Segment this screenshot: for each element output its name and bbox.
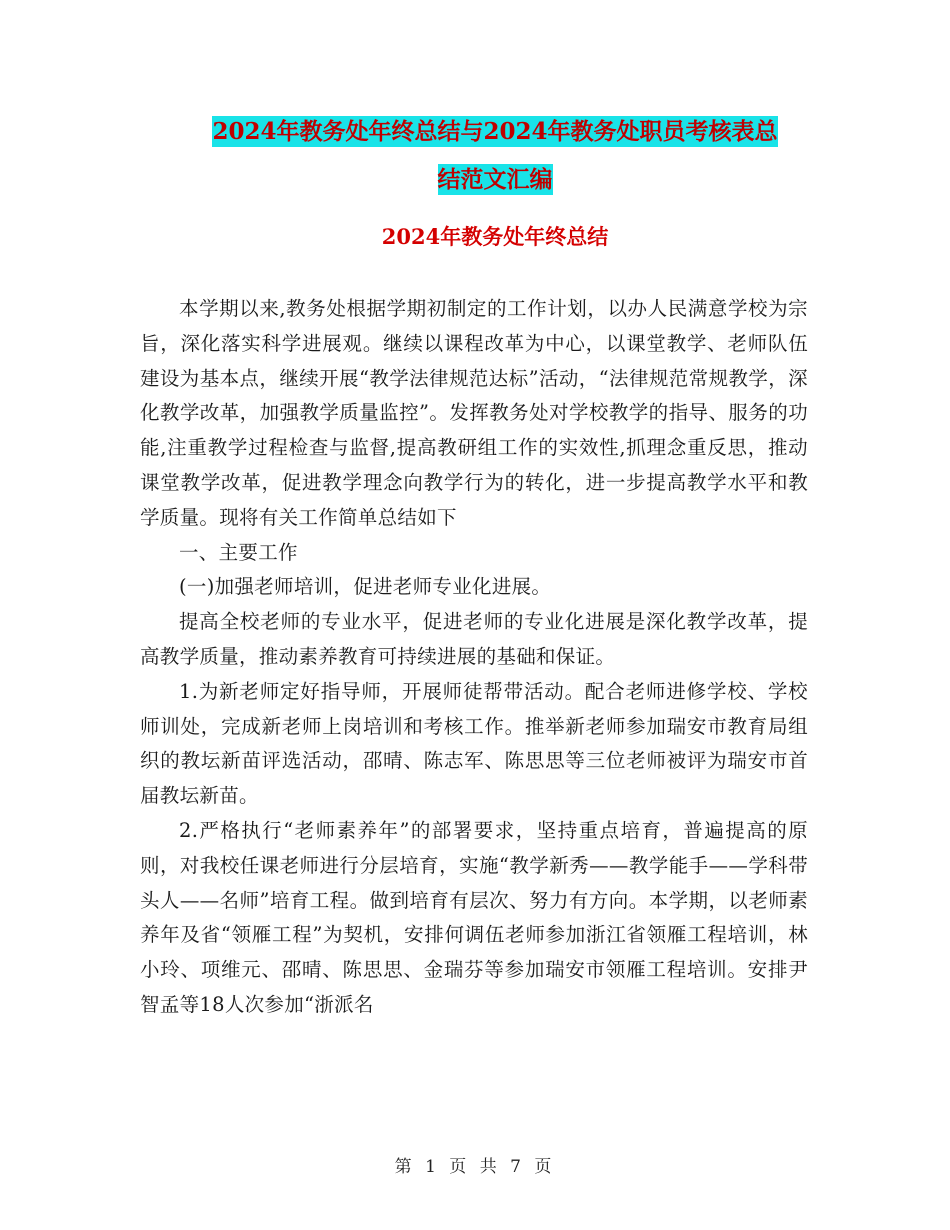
page-footer: 第 1 页 共 7 页 (394, 1157, 556, 1177)
title-line-1: 2024年教务处年终总结与2024年教务处职员考核表总 (212, 118, 778, 145)
subheading-teacher-training: (一)加强老师培训，促进老师专业化进展。 (179, 575, 552, 599)
title-line-2: 结范文汇编 (437, 166, 553, 193)
heading-main-work: 一、主要工作 (179, 540, 298, 564)
section-title: 2024年教务处年终总结 (381, 224, 609, 249)
paragraph-item-2: 2.严格执行“老师素养年”的部署要求，坚持重点培育，普遍提高的原则，对我校任课老师进行分层培育，实施“教学新秀——教学能手——学科带头人——名师”培育工程。做到培育有层次、努力有方向。本学期，以老师素养年及省“领雁工程”为契机，安排何调伍老师参加浙江省领雁工程培训，林小玲、项维元、邵晴、陈思思、金瑞芬等参加瑞安市领雁工程培训。安排尹智孟等18人次参加“浙派名 (140, 818, 808, 1016)
paragraph-intro: 本学期以来,教务处根据学期初制定的工作计划，以办人民满意学校为宗旨，深化落实科学进展观。继续以课程改革为中心，以课堂教学、老师队伍建设为基本点，继续开展“教学法律规范达标”活动，“法律规范常规教学，深化教学改革，加强教学质量监控”。发挥教务处对学校教学的指导、服务的功能,注重教学过程检查与监督,提高教研组工作的实效性,抓理念重反思，推动课堂教学改革，促进教学理念向教学行为的转化，进一步提高教学水平和教学质量。现将有关工作简单总结如下 (140, 297, 808, 529)
document-title (140, 108, 850, 204)
paragraph-item-1: 1.为新老师定好指导师，开展师徒帮带活动。配合老师进修学校、学校师训处，完成新老师上岗培训和考核工作。推举新老师参加瑞安市教育局组织的教坛新苗评选活动，邵晴、陈志军、陈思思等三位老师被评为瑞安市首届教坛新苗。 (140, 679, 808, 808)
document-body (140, 292, 808, 1023)
paragraph-training-purpose: 提高全校老师的专业水平，促进老师的专业化进展是深化教学改革，提高教学质量，推动素养教育可持续进展的基础和保证。 (140, 610, 808, 668)
